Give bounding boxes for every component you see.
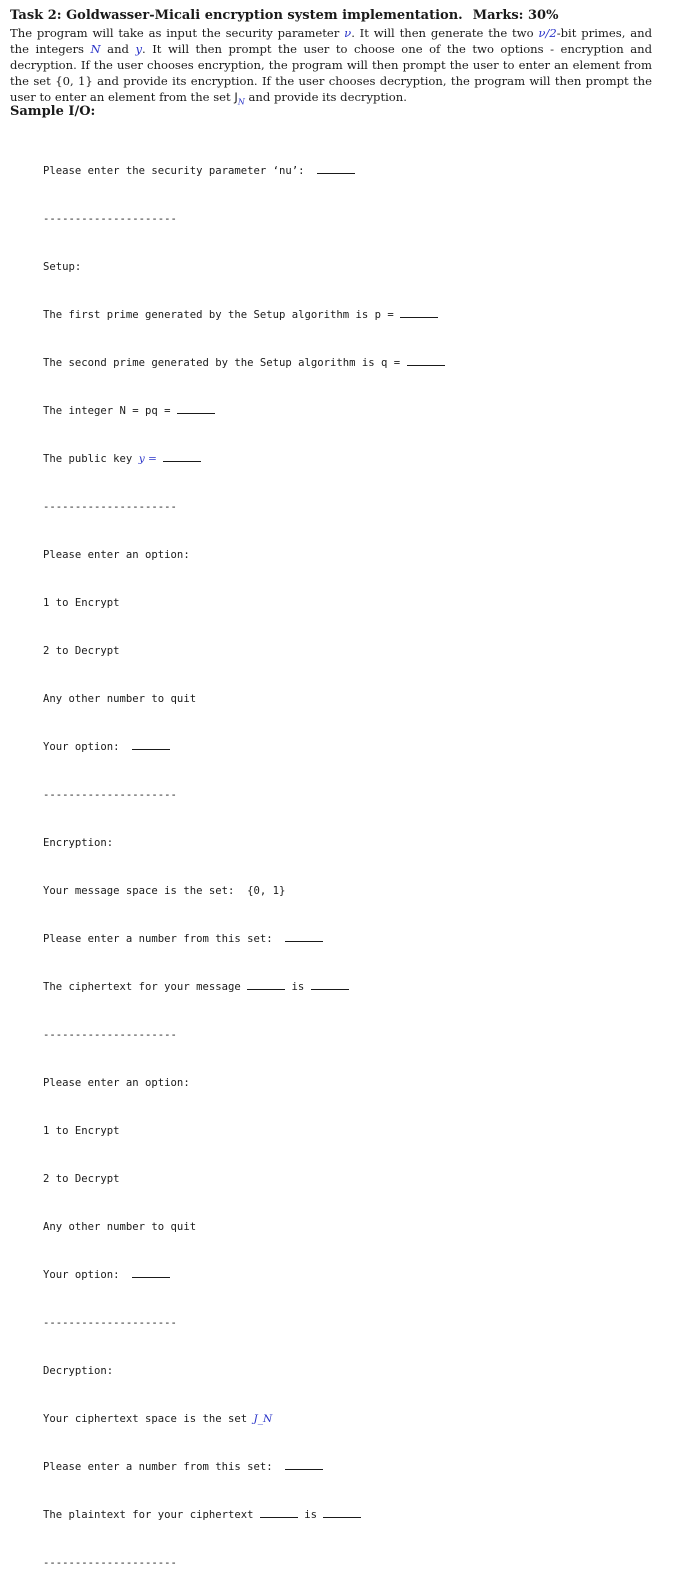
math-set-JN — [234, 90, 245, 107]
io-line-decryption: Decryption: — [43, 1365, 114, 1377]
io-line-cipher-space — [43, 1411, 445, 1427]
blank-field — [132, 1268, 170, 1278]
blank-field — [323, 1508, 361, 1518]
io-line-your-option — [43, 1267, 445, 1283]
io-line-enter-number — [43, 1459, 445, 1475]
io-line-opt-other: Any other number to quit — [43, 1221, 197, 1233]
blank-field — [260, 1508, 298, 1518]
task-title: Task 2: Goldwasser-Micali encryption system implementation. — [10, 8, 463, 23]
io-line-ciphertext — [43, 979, 445, 995]
blank-field — [285, 1460, 323, 1470]
desc-text: and provide its decryption. — [244, 90, 407, 104]
separator: --------------------- — [43, 1557, 177, 1569]
io-line-first-prime — [43, 307, 445, 323]
desc-text: and provide its encryption. If the user chooses decryption, the program will then prompt the user to enter an element from the set — [10, 74, 653, 104]
task-description — [10, 25, 652, 110]
io-line-option-prompt: Please enter an option: — [43, 549, 190, 561]
io-text: The integer N = pq = — [43, 405, 171, 417]
io-text: The plaintext for your ciphertext — [43, 1509, 254, 1521]
separator: --------------------- — [43, 1029, 177, 1041]
sample-io-block — [43, 131, 445, 1587]
desc-text: . It will then prompt the user to choose one of the two options - encryption and decryption. If the user chooses encryption, the program will then prompt the user to enter an element from the set — [10, 42, 653, 88]
io-text: Please enter a number from this set: — [43, 933, 273, 945]
math-J: J — [234, 90, 238, 104]
math-nu-half: ν/2 — [538, 26, 557, 40]
math-y-eq: y = — [138, 453, 157, 465]
separator: --------------------- — [43, 789, 177, 801]
io-line-opt1: 1 to Encrypt — [43, 597, 120, 609]
desc-text: -bit primes, and the integers — [10, 26, 652, 56]
desc-text: The program will take as input the security parameter — [10, 26, 345, 40]
blank-field — [407, 356, 445, 366]
io-line-encryption: Encryption: — [43, 837, 114, 849]
task-marks: Marks: 30% — [472, 8, 559, 23]
io-line-plaintext — [43, 1507, 445, 1523]
io-text: The public key — [43, 453, 133, 465]
io-text: The ciphertext for your message — [43, 981, 241, 993]
io-line-enter-number — [43, 931, 445, 947]
io-line-opt2: 2 to Decrypt — [43, 1173, 120, 1185]
io-text: Your option: — [43, 1269, 120, 1281]
io-line-integer-n — [43, 403, 445, 419]
io-text: Your ciphertext space is the set — [43, 1413, 248, 1425]
blank-field — [311, 980, 349, 990]
separator: --------------------- — [43, 501, 177, 513]
io-text: The second prime generated by the Setup algorithm is q = — [43, 357, 401, 369]
io-line-msg-space: Your message space is the set: {0, 1} — [43, 885, 286, 897]
sample-io-label: Sample I/O: — [10, 104, 96, 119]
desc-text: . It will then generate the two — [351, 26, 539, 40]
io-line-option-prompt: Please enter an option: — [43, 1077, 190, 1089]
io-text: The first prime generated by the Setup algorithm is p = — [43, 309, 394, 321]
io-line-second-prime — [43, 355, 445, 371]
desc-text: and — [100, 42, 136, 56]
io-text: Please enter a number from this set: — [43, 1461, 273, 1473]
io-text: is — [291, 981, 305, 993]
math-nu: ν — [344, 26, 352, 40]
io-line-opt-other: Any other number to quit — [43, 693, 197, 705]
math-y: y — [135, 42, 143, 56]
task-heading — [10, 8, 558, 23]
math-N-sub: N — [237, 97, 245, 107]
io-text: Please enter the security parameter ‘nu’: — [43, 165, 305, 177]
io-line-opt2: 2 to Decrypt — [43, 645, 120, 657]
blank-field — [400, 308, 438, 318]
separator: --------------------- — [43, 1317, 177, 1329]
math-set-01: {0, 1} — [55, 74, 93, 88]
math-N: N — [90, 42, 101, 56]
blank-field — [317, 164, 355, 174]
math-JN: J_N — [253, 1413, 273, 1425]
blank-field — [177, 404, 215, 414]
blank-field — [285, 932, 323, 942]
io-line-prompt-nu — [43, 163, 445, 179]
io-line-setup: Setup: — [43, 261, 82, 273]
blank-field — [247, 980, 285, 990]
io-line-opt1: 1 to Encrypt — [43, 1125, 120, 1137]
blank-field — [163, 452, 201, 462]
separator: --------------------- — [43, 213, 177, 225]
io-text: is — [304, 1509, 318, 1521]
io-line-your-option — [43, 739, 445, 755]
blank-field — [132, 740, 170, 750]
io-line-public-key — [43, 451, 445, 467]
io-text: Your option: — [43, 741, 120, 753]
